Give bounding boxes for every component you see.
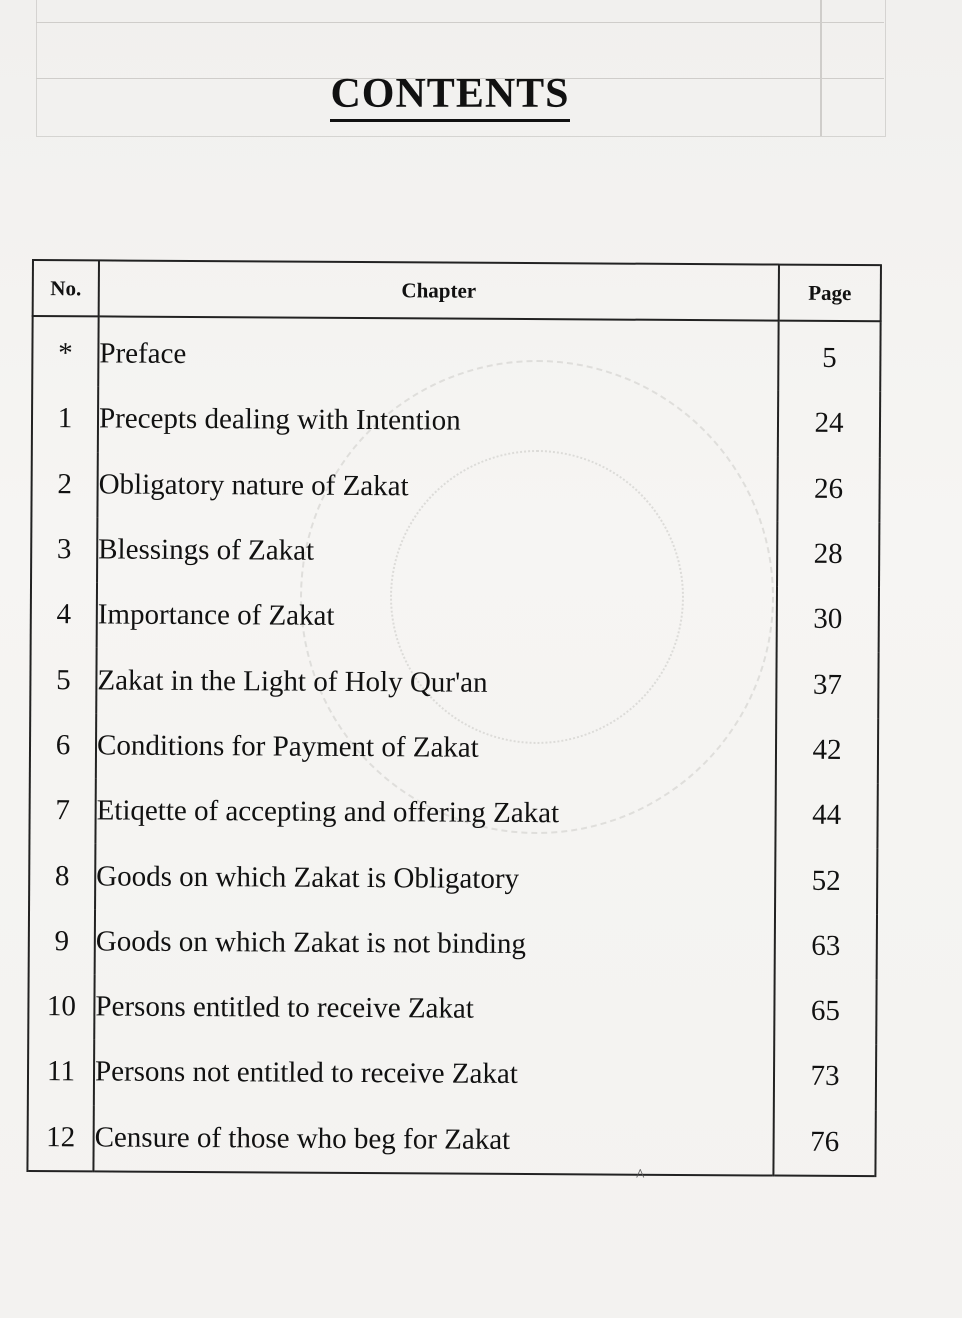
page-number: 65: [774, 979, 876, 1045]
table-row: [29, 778, 877, 848]
row-number: 9: [29, 909, 95, 975]
row-number: 4: [31, 582, 97, 648]
header-no: No.: [33, 260, 99, 316]
bleed-through-rule: [36, 22, 884, 23]
table-row: [28, 974, 876, 1044]
row-number: 10: [28, 974, 94, 1040]
chapter-title: Conditions for Payment of Zakat: [96, 713, 776, 782]
chapter-title: Persons entitled to receive Zakat: [94, 974, 774, 1043]
row-number: 5: [30, 647, 96, 713]
chapter-title: Etiqette of accepting and offering Zakat: [95, 778, 775, 847]
page-number: 30: [777, 587, 879, 653]
page-number: 42: [776, 717, 878, 783]
header-chapter: Chapter: [99, 260, 779, 320]
contents-table: [26, 259, 882, 1177]
row-number: 1: [32, 386, 98, 452]
pencil-mark: ^: [636, 1165, 645, 1185]
page-number: 52: [775, 848, 877, 914]
table-row: [28, 1039, 876, 1109]
chapter-title: Obligatory nature of Zakat: [97, 452, 777, 521]
row-number: 7: [29, 778, 95, 844]
table-row: [31, 517, 879, 587]
table-row: [32, 316, 880, 391]
chapter-title: Blessings of Zakat: [97, 517, 777, 586]
chapter-title: Preface: [98, 316, 778, 390]
page-number: 5: [778, 321, 880, 392]
table-row: [32, 386, 880, 456]
table-row: [29, 909, 877, 979]
table-header-row: [33, 260, 881, 321]
page-number: 73: [774, 1044, 876, 1110]
row-number: *: [32, 316, 98, 387]
page-number: 37: [776, 652, 878, 718]
chapter-title: Goods on which Zakat is Obligatory: [95, 844, 775, 913]
page-number: 24: [778, 391, 880, 457]
page-number: 63: [775, 913, 877, 979]
table-row: [31, 582, 879, 652]
table-row: [30, 647, 878, 717]
chapter-title: Goods on which Zakat is not binding: [95, 909, 775, 978]
row-number: 6: [30, 713, 96, 779]
row-number: 11: [28, 1039, 94, 1105]
row-number: 3: [31, 517, 97, 583]
table-row: [27, 1105, 875, 1176]
chapter-title: Persons not entitled to receive Zakat: [94, 1040, 774, 1109]
page-number: 28: [777, 521, 879, 587]
row-number: 12: [27, 1105, 93, 1172]
table-row: [31, 452, 879, 522]
page-title: CONTENTS: [0, 70, 900, 118]
chapter-title: Zakat in the Light of Holy Qur'an: [96, 648, 776, 717]
table-body: [27, 316, 880, 1176]
chapter-title: Importance of Zakat: [97, 583, 777, 652]
row-number: 2: [31, 452, 97, 518]
page-number: 26: [777, 456, 879, 522]
table-row: [30, 713, 878, 783]
chapter-title: Censure of those who beg for Zakat: [93, 1105, 773, 1175]
chapter-title: Precepts dealing with Intention: [98, 387, 778, 456]
table-row: [29, 843, 877, 913]
row-number: 8: [29, 843, 95, 909]
page-number: 76: [773, 1109, 875, 1176]
page-number: 44: [775, 783, 877, 849]
header-page: Page: [779, 265, 881, 322]
